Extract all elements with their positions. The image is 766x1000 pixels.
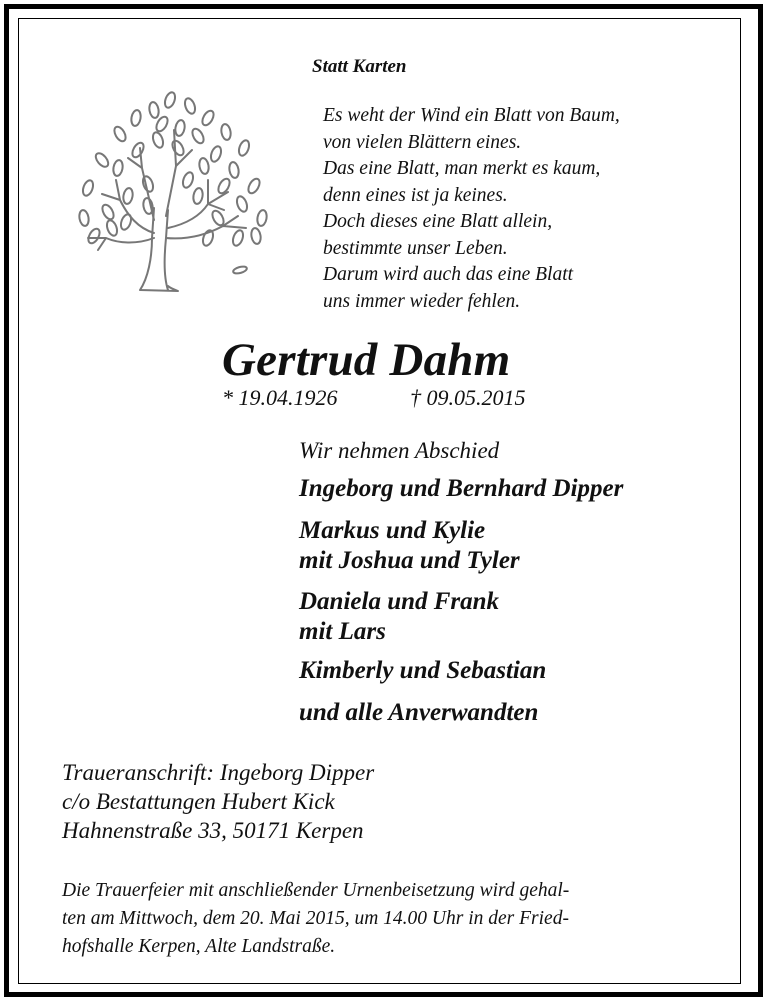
poem-line: Das eine Blatt, man merkt es kaum,: [323, 158, 601, 179]
death-date: † 09.05.2015: [410, 385, 526, 410]
funeral-line: hofshalle Kerpen, Alte Landstraße.: [62, 936, 336, 957]
funeral-line: Die Trauerfeier mit anschließender Urnenbeisetzung wird gehal-: [62, 880, 570, 901]
poem-line: Doch dieses eine Blatt allein,: [323, 211, 553, 232]
poem-line: uns immer wieder fehlen.: [323, 290, 521, 312]
leaf-shape: [78, 209, 90, 226]
leaf-shape: [220, 123, 232, 140]
leaf-shape: [256, 209, 268, 226]
leaf-shape: [122, 187, 134, 204]
address-line: Hahnenstraße 33, 50171 Kerpen: [62, 818, 364, 843]
mourner-group: [299, 698, 538, 728]
leaf-shape: [86, 227, 102, 245]
leaf-shape: [237, 139, 251, 157]
funeral-line: ten am Mittwoch, dem 20. Mai 2015, um 14.00 Uhr in der Fried-: [62, 908, 569, 929]
leaf-shape: [112, 125, 128, 143]
leaf-shape: [105, 219, 119, 237]
poem-line: bestimmte unser Leben.: [323, 237, 508, 259]
leaf-shape: [231, 229, 245, 247]
mourner-line: mit Joshua und Tyler: [299, 547, 520, 574]
leaf-shape: [210, 209, 226, 227]
leaf-shape: [151, 131, 165, 149]
mourning-address: [62, 758, 374, 845]
farewell-line: Wir nehmen Abschied: [299, 438, 500, 463]
tree-icon: [58, 88, 276, 296]
mourner-group: [299, 516, 520, 576]
leaf-shape: [130, 109, 142, 126]
leaf-shape: [216, 177, 232, 195]
leaf-shape: [93, 151, 110, 169]
leaf-shape: [250, 227, 262, 244]
address-line: Traueranschrift: Ingeborg Dipper: [62, 760, 375, 785]
leaf-shape: [209, 145, 223, 163]
deceased-name: Gertrud Dahm: [222, 334, 511, 386]
leaf-shape: [170, 139, 186, 157]
address-line: c/o Bestattungen Hubert Kick: [62, 789, 335, 814]
leaf-shape: [183, 97, 197, 115]
mourner-line: Kimberly und Sebastian: [299, 657, 547, 684]
leaf-shape: [246, 177, 262, 195]
leaf-shape: [235, 195, 249, 213]
mourner-group: [299, 474, 623, 504]
leaf-shape: [142, 197, 154, 214]
poem: [323, 103, 620, 315]
mourner-group: [299, 656, 546, 686]
leaf-shape: [100, 203, 116, 221]
mourner-line: Markus und Kylie: [299, 517, 486, 544]
statt-karten-header: Statt Karten: [312, 56, 407, 77]
leaf-shape: [190, 127, 206, 145]
leaf-shape: [228, 161, 240, 178]
mourner-line: mit Lars: [299, 618, 386, 645]
leaf-shape: [198, 157, 210, 174]
leaf-shape: [119, 213, 133, 231]
leaf-shape: [200, 109, 216, 127]
leaf-shape: [112, 159, 124, 176]
poem-line: von vielen Blättern eines.: [323, 131, 522, 153]
fallen-leaf: [232, 265, 247, 274]
birth-date: * 19.04.1926: [222, 385, 338, 410]
mourner-line: und alle Anverwandten: [299, 699, 539, 726]
poem-line: denn eines ist ja keines.: [323, 184, 508, 206]
leaf-shape: [181, 171, 195, 189]
mourner-line: Ingeborg und Bernhard Dipper: [299, 475, 624, 502]
poem-line: Darum wird auch das eine Blatt: [323, 264, 574, 285]
leaf-shape: [192, 187, 204, 204]
mourner-line: Daniela und Frank: [299, 588, 500, 615]
leaf-shape: [130, 141, 146, 159]
leaf-shape: [201, 229, 215, 247]
leaf-shape: [163, 91, 177, 109]
leaf-shape: [174, 119, 186, 136]
leaf-shape: [148, 101, 160, 118]
poem-line: Es weht der Wind ein Blatt von Baum,: [323, 105, 620, 126]
leaf-shape: [81, 179, 95, 197]
mourner-group: [299, 587, 499, 647]
leaf-shape: [141, 175, 155, 193]
funeral-info: [62, 877, 569, 961]
